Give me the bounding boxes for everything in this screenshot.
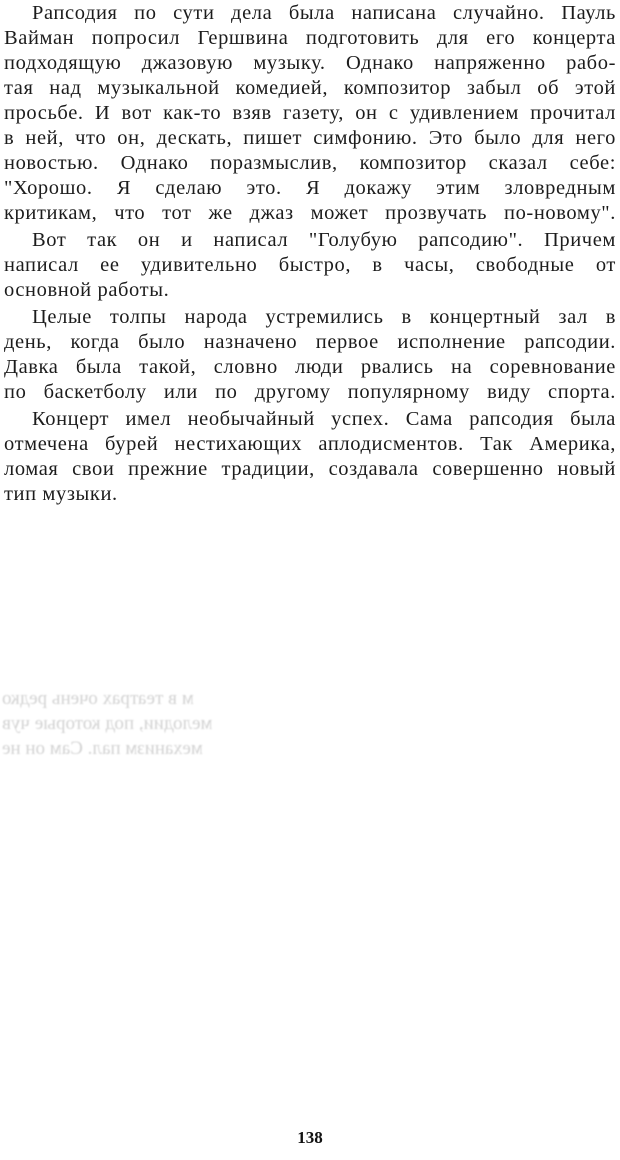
- bleed-line: мелодии, под которые чув: [2, 713, 213, 734]
- text-line: "Хорошо. Я сделаю это. Я докажу этим зловредным: [4, 177, 616, 199]
- text-line: Вот так он и написал "Голубую рапсодию". Причем: [32, 229, 616, 251]
- page-number: 138: [297, 1128, 323, 1147]
- text-line: написал ее удивительно быстро, в часы, свободные от: [4, 254, 616, 276]
- text-line: Рапсодия по сути дела была написана случайно. Пауль: [32, 2, 616, 24]
- text-line: по баскетболу или по другому популярному виду спорта.: [4, 381, 616, 403]
- text-line: день, когда было назначено первое исполнение рапсодии.: [4, 331, 616, 353]
- text-line: в ней, что он, дескать, пишет симфонию. Это было для него: [4, 127, 616, 149]
- text-line: Концерт имел необычайный успех. Сама рапсодия была: [32, 408, 616, 430]
- text-line: основной работы.: [4, 279, 170, 301]
- text-line: Вайман попросил Гершвина подготовить для его концерта: [4, 27, 616, 49]
- text-line: ломая свои прежние традиции, создавала совершенно новый: [4, 458, 616, 480]
- bleed-line: м в театрах очень редко: [2, 688, 194, 709]
- text-line: Давка была такой, словно люди рвались на соревнование: [4, 356, 616, 378]
- text-line: отмечена бурей нестихающих аплодисментов. Так Америка,: [4, 433, 616, 455]
- bleed-through-text: [0, 686, 300, 766]
- text-line: тип музыки.: [4, 483, 118, 505]
- text-line: критикам, что тот же джаз может прозвучать по-новому".: [4, 202, 616, 224]
- text-line: новостью. Однако поразмыслив, композитор сказал себе:: [4, 152, 616, 174]
- bleed-line: механизм пал. Сам он не: [2, 738, 203, 759]
- text-line: подходящую джазовую музыку. Однако напряженно рабо-: [4, 52, 616, 74]
- text-line: просьбе. И вот как-то взяв газету, он с удивлением прочитал: [4, 102, 616, 124]
- text-line: тая над музыкальной комедией, композитор забыл об этой: [4, 77, 616, 99]
- text-line: Целые толпы народа устремились в концертный зал в: [32, 306, 616, 328]
